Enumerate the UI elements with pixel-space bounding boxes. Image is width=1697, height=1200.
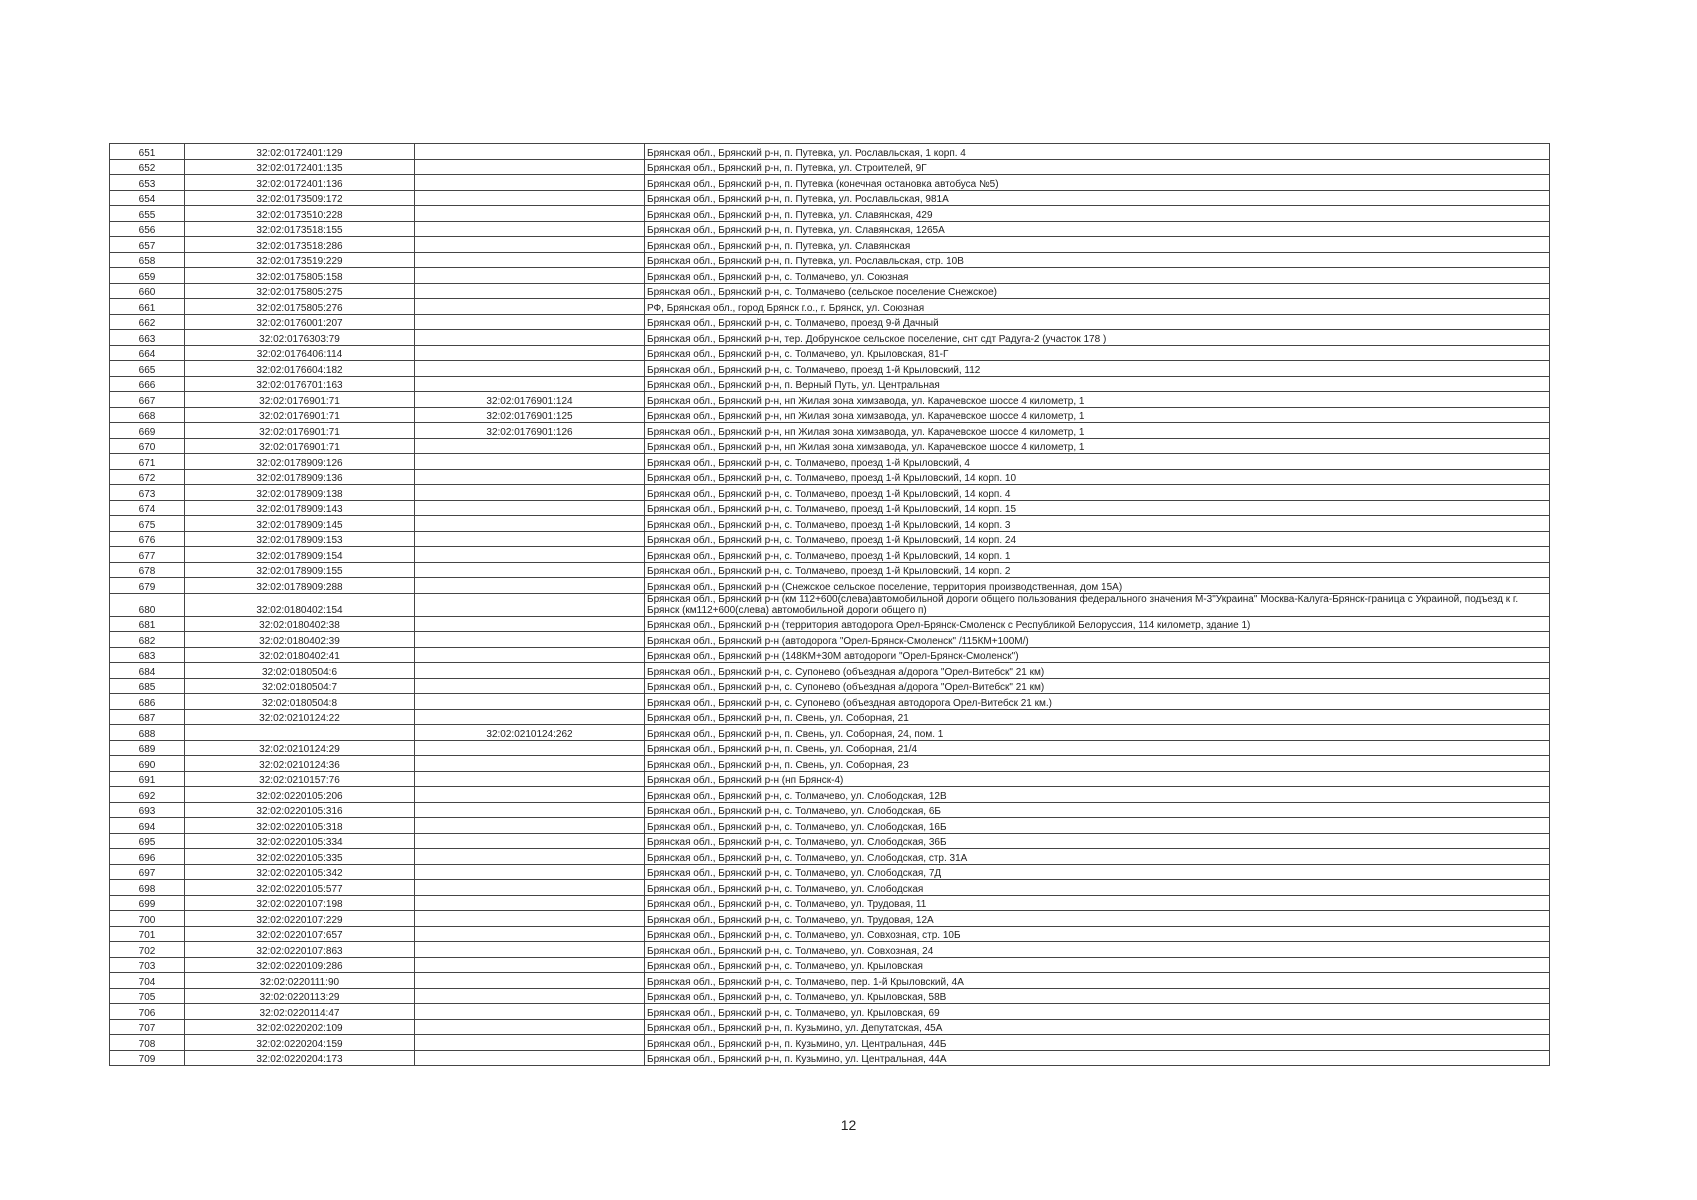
table-row [110, 330, 1550, 346]
address-cell: Брянская обл., Брянский р-н, с. Толмачево, проезд 1-й Крыловский, 14 корп. 24 [645, 531, 1550, 547]
land-cadastral-number-cell: 32:02:0180402:38 [185, 616, 415, 632]
row-number-cell: 692 [110, 787, 185, 803]
row-number-cell: 693 [110, 802, 185, 818]
row-number-cell: 668 [110, 407, 185, 423]
object-cadastral-number-cell [415, 190, 645, 206]
land-cadastral-number-cell: 32:02:0220107:657 [185, 926, 415, 942]
object-cadastral-number-cell [415, 283, 645, 299]
land-cadastral-number-cell: 32:02:0178909:126 [185, 454, 415, 470]
row-number-cell: 689 [110, 740, 185, 756]
row-number-cell: 659 [110, 268, 185, 284]
address-cell: Брянская обл., Брянский р-н, с. Толмачево, проезд 1-й Крыловский, 14 корп. 15 [645, 500, 1550, 516]
table-row [110, 159, 1550, 175]
land-cadastral-number-cell: 32:02:0178909:154 [185, 547, 415, 563]
table-row [110, 911, 1550, 927]
land-cadastral-number-cell: 32:02:0175805:158 [185, 268, 415, 284]
address-cell: Брянская обл., Брянский р-н, нп Жилая зона химзавода, ул. Карачевское шоссе 4 километр, 1 [645, 392, 1550, 408]
object-cadastral-number-cell [415, 159, 645, 175]
address-cell: Брянская обл., Брянский р-н, п. Кузьмино, ул. Центральная, 44Б [645, 1035, 1550, 1051]
land-cadastral-number-cell: 32:02:0176001:207 [185, 314, 415, 330]
object-cadastral-number-cell [415, 268, 645, 284]
land-cadastral-number-cell: 32:02:0176901:71 [185, 423, 415, 439]
row-number-cell: 704 [110, 973, 185, 989]
object-cadastral-number-cell [415, 864, 645, 880]
table-row [110, 663, 1550, 679]
object-cadastral-number-cell [415, 973, 645, 989]
row-number-cell: 702 [110, 942, 185, 958]
address-cell: Брянская обл., Брянский р-н, п. Верный Путь, ул. Центральная [645, 376, 1550, 392]
row-number-cell: 657 [110, 237, 185, 253]
address-cell: Брянская обл., Брянский р-н, с. Толмачево, ул. Слободская, 16Б [645, 818, 1550, 834]
table-row [110, 1019, 1550, 1035]
address-cell: Брянская обл., Брянский р-н, с. Толмачево, ул. Крыловская, 58В [645, 988, 1550, 1004]
table-row [110, 593, 1550, 616]
object-cadastral-number-cell [415, 926, 645, 942]
page-number: 12 [840, 1117, 857, 1133]
object-cadastral-number-cell: 32:02:0176901:125 [415, 407, 645, 423]
row-number-cell: 695 [110, 833, 185, 849]
table-row [110, 516, 1550, 532]
object-cadastral-number-cell [415, 1019, 645, 1035]
row-number-cell: 670 [110, 438, 185, 454]
address-cell: Брянская обл., Брянский р-н, п. Путевка, ул. Рославльская, 981А [645, 190, 1550, 206]
object-cadastral-number-cell [415, 942, 645, 958]
land-cadastral-number-cell: 32:02:0220105:318 [185, 818, 415, 834]
table-row [110, 578, 1550, 594]
land-cadastral-number-cell: 32:02:0176406:114 [185, 345, 415, 361]
object-cadastral-number-cell [415, 1004, 645, 1020]
land-cadastral-number-cell: 32:02:0173518:286 [185, 237, 415, 253]
land-cadastral-number-cell: 32:02:0176303:79 [185, 330, 415, 346]
object-cadastral-number-cell [415, 237, 645, 253]
object-cadastral-number-cell [415, 547, 645, 563]
land-cadastral-number-cell: 32:02:0172401:136 [185, 175, 415, 191]
object-cadastral-number-cell [415, 756, 645, 772]
address-cell: Брянская обл., Брянский р-н, с. Толмачево, проезд 1-й Крыловский, 112 [645, 361, 1550, 377]
object-cadastral-number-cell [415, 144, 645, 160]
row-number-cell: 691 [110, 771, 185, 787]
object-cadastral-number-cell [415, 880, 645, 896]
land-cadastral-number-cell: 32:02:0180504:6 [185, 663, 415, 679]
row-number-cell: 677 [110, 547, 185, 563]
object-cadastral-number-cell [415, 330, 645, 346]
address-cell: Брянская обл., Брянский р-н, с. Толмачево, ул. Слободская, 36Б [645, 833, 1550, 849]
address-cell: Брянская обл., Брянский р-н, с. Толмачево, ул. Крыловская, 81-Г [645, 345, 1550, 361]
land-cadastral-number-cell: 32:02:0220109:286 [185, 957, 415, 973]
table-row [110, 345, 1550, 361]
address-cell: Брянская обл., Брянский р-н, с. Толмачево, проезд 1-й Крыловский, 14 корп. 1 [645, 547, 1550, 563]
table-row [110, 283, 1550, 299]
row-number-cell: 681 [110, 616, 185, 632]
row-number-cell: 685 [110, 678, 185, 694]
table-row [110, 957, 1550, 973]
row-number-cell: 665 [110, 361, 185, 377]
table-row [110, 299, 1550, 315]
address-cell: Брянская обл., Брянский р-н, нп Жилая зона химзавода, ул. Карачевское шоссе 4 километр, 1 [645, 438, 1550, 454]
land-cadastral-number-cell: 32:02:0210124:22 [185, 709, 415, 725]
object-cadastral-number-cell [415, 678, 645, 694]
land-cadastral-number-cell: 32:02:0178909:143 [185, 500, 415, 516]
table-row [110, 709, 1550, 725]
row-number-cell: 683 [110, 647, 185, 663]
address-cell: Брянская обл., Брянский р-н, с. Толмачево, ул. Слободская, стр. 31А [645, 849, 1550, 865]
address-cell: Брянская обл., Брянский р-н, с. Толмачево, проезд 1-й Крыловский, 14 корп. 4 [645, 485, 1550, 501]
row-number-cell: 651 [110, 144, 185, 160]
land-cadastral-number-cell: 32:02:0180402:41 [185, 647, 415, 663]
land-cadastral-number-cell: 32:02:0178909:138 [185, 485, 415, 501]
address-cell: Брянская обл., Брянский р-н, нп Жилая зона химзавода, ул. Карачевское шоссе 4 километр, 1 [645, 423, 1550, 439]
row-number-cell: 672 [110, 469, 185, 485]
table-row [110, 787, 1550, 803]
land-cadastral-number-cell: 32:02:0173509:172 [185, 190, 415, 206]
table-row [110, 237, 1550, 253]
row-number-cell: 679 [110, 578, 185, 594]
address-cell: Брянская обл., Брянский р-н, тер. Добрунское сельское поселение, снт сдт Радуга-2 (участок 178 ) [645, 330, 1550, 346]
row-number-cell: 694 [110, 818, 185, 834]
land-cadastral-number-cell: 32:02:0220107:198 [185, 895, 415, 911]
table-row [110, 756, 1550, 772]
object-cadastral-number-cell [415, 485, 645, 501]
land-cadastral-number-cell: 32:02:0178909:288 [185, 578, 415, 594]
land-cadastral-number-cell: 32:02:0220105:316 [185, 802, 415, 818]
address-cell: Брянская обл., Брянский р-н, с. Толмачево, ул. Трудовая, 11 [645, 895, 1550, 911]
land-cadastral-number-cell [185, 725, 415, 741]
table-body [110, 144, 1550, 1066]
table-row [110, 314, 1550, 330]
land-cadastral-number-cell: 32:02:0220114:47 [185, 1004, 415, 1020]
address-cell: РФ, Брянская обл., город Брянск г.о., г. Брянск, ул. Союзная [645, 299, 1550, 315]
table-row [110, 423, 1550, 439]
object-cadastral-number-cell [415, 740, 645, 756]
land-cadastral-number-cell: 32:02:0176901:71 [185, 392, 415, 408]
object-cadastral-number-cell [415, 438, 645, 454]
address-cell: Брянская обл., Брянский р-н, п. Кузьмино, ул. Центральная, 44А [645, 1050, 1550, 1066]
row-number-cell: 680 [110, 593, 185, 616]
row-number-cell: 671 [110, 454, 185, 470]
row-number-cell: 707 [110, 1019, 185, 1035]
table-row [110, 500, 1550, 516]
address-cell: Брянская обл., Брянский р-н, с. Толмачево, ул. Союзная [645, 268, 1550, 284]
address-cell: Брянская обл., Брянский р-н, п. Свень, ул. Соборная, 21 [645, 709, 1550, 725]
land-cadastral-number-cell: 32:02:0220105:577 [185, 880, 415, 896]
table-row [110, 175, 1550, 191]
land-cadastral-number-cell: 32:02:0176901:71 [185, 438, 415, 454]
object-cadastral-number-cell [415, 911, 645, 927]
address-cell: Брянская обл., Брянский р-н, нп Жилая зона химзавода, ул. Карачевское шоссе 4 километр, 1 [645, 407, 1550, 423]
object-cadastral-number-cell [415, 988, 645, 1004]
land-cadastral-number-cell: 32:02:0220107:863 [185, 942, 415, 958]
table-row [110, 485, 1550, 501]
land-cadastral-number-cell: 32:02:0180504:8 [185, 694, 415, 710]
land-cadastral-number-cell: 32:02:0180402:154 [185, 593, 415, 616]
object-cadastral-number-cell [415, 376, 645, 392]
address-cell: Брянская обл., Брянский р-н, п. Путевка, ул. Славянская, 429 [645, 206, 1550, 222]
table-row [110, 252, 1550, 268]
table-row [110, 1050, 1550, 1066]
address-cell: Брянская обл., Брянский р-н, с. Толмачево, проезд 1-й Крыловский, 4 [645, 454, 1550, 470]
row-number-cell: 676 [110, 531, 185, 547]
object-cadastral-number-cell [415, 562, 645, 578]
table-row [110, 438, 1550, 454]
row-number-cell: 687 [110, 709, 185, 725]
address-cell: Брянская обл., Брянский р-н, с. Толмачево, ул. Трудовая, 12А [645, 911, 1550, 927]
object-cadastral-number-cell [415, 593, 645, 616]
object-cadastral-number-cell [415, 345, 645, 361]
table-row [110, 616, 1550, 632]
land-cadastral-number-cell: 32:02:0172401:129 [185, 144, 415, 160]
row-number-cell: 663 [110, 330, 185, 346]
object-cadastral-number-cell [415, 1035, 645, 1051]
row-number-cell: 699 [110, 895, 185, 911]
land-cadastral-number-cell: 32:02:0210157:76 [185, 771, 415, 787]
row-number-cell: 701 [110, 926, 185, 942]
row-number-cell: 697 [110, 864, 185, 880]
address-cell: Брянская обл., Брянский р-н (нп Брянск-4) [645, 771, 1550, 787]
table-row [110, 144, 1550, 160]
land-cadastral-number-cell: 32:02:0220113:29 [185, 988, 415, 1004]
address-cell: Брянская обл., Брянский р-н, с. Супонево (объездная автодорога Орел-Витебск 21 км.) [645, 694, 1550, 710]
address-cell: Брянская обл., Брянский р-н, п. Свень, ул. Соборная, 23 [645, 756, 1550, 772]
land-cadastral-number-cell: 32:02:0220204:159 [185, 1035, 415, 1051]
object-cadastral-number-cell [415, 818, 645, 834]
row-number-cell: 652 [110, 159, 185, 175]
object-cadastral-number-cell [415, 1050, 645, 1066]
row-number-cell: 669 [110, 423, 185, 439]
table-row [110, 818, 1550, 834]
land-cadastral-number-cell: 32:02:0220107:229 [185, 911, 415, 927]
table-row [110, 469, 1550, 485]
object-cadastral-number-cell [415, 647, 645, 663]
table-row [110, 376, 1550, 392]
land-cadastral-number-cell: 32:02:0220105:334 [185, 833, 415, 849]
row-number-cell: 700 [110, 911, 185, 927]
row-number-cell: 703 [110, 957, 185, 973]
row-number-cell: 705 [110, 988, 185, 1004]
table-row [110, 190, 1550, 206]
table-row [110, 895, 1550, 911]
object-cadastral-number-cell [415, 616, 645, 632]
land-cadastral-number-cell: 32:02:0176901:71 [185, 407, 415, 423]
row-number-cell: 675 [110, 516, 185, 532]
object-cadastral-number-cell: 32:02:0210124:262 [415, 725, 645, 741]
address-cell: Брянская обл., Брянский р-н, с. Толмачево, ул. Слободская [645, 880, 1550, 896]
address-cell: Брянская обл., Брянский р-н (Снежское сельское поселение, территория производственная, дом 15А) [645, 578, 1550, 594]
table-row [110, 942, 1550, 958]
table-row [110, 988, 1550, 1004]
table-row [110, 771, 1550, 787]
object-cadastral-number-cell [415, 632, 645, 648]
object-cadastral-number-cell [415, 500, 645, 516]
table-row [110, 392, 1550, 408]
object-cadastral-number-cell [415, 709, 645, 725]
row-number-cell: 664 [110, 345, 185, 361]
address-cell: Брянская обл., Брянский р-н, с. Толмачево, проезд 1-й Крыловский, 14 корп. 2 [645, 562, 1550, 578]
land-cadastral-number-cell: 32:02:0220111:90 [185, 973, 415, 989]
object-cadastral-number-cell [415, 221, 645, 237]
address-cell: Брянская обл., Брянский р-н, п. Путевка, ул. Славянская [645, 237, 1550, 253]
table-row [110, 547, 1550, 563]
object-cadastral-number-cell [415, 849, 645, 865]
object-cadastral-number-cell [415, 771, 645, 787]
address-cell: Брянская обл., Брянский р-н, п. Кузьмино, ул. Депутатская, 45А [645, 1019, 1550, 1035]
row-number-cell: 706 [110, 1004, 185, 1020]
row-number-cell: 674 [110, 500, 185, 516]
object-cadastral-number-cell [415, 663, 645, 679]
land-cadastral-number-cell: 32:02:0176604:182 [185, 361, 415, 377]
land-cadastral-number-cell: 32:02:0172401:135 [185, 159, 415, 175]
cadastral-table [109, 143, 1550, 1066]
table-row [110, 531, 1550, 547]
object-cadastral-number-cell [415, 531, 645, 547]
land-cadastral-number-cell: 32:02:0173518:155 [185, 221, 415, 237]
address-cell: Брянская обл., Брянский р-н, п. Свень, ул. Соборная, 24, пом. 1 [645, 725, 1550, 741]
table-row [110, 678, 1550, 694]
table-row [110, 407, 1550, 423]
land-cadastral-number-cell: 32:02:0220105:335 [185, 849, 415, 865]
address-cell: Брянская обл., Брянский р-н, с. Толмачево, проезд 9-й Дачный [645, 314, 1550, 330]
table-row [110, 454, 1550, 470]
row-number-cell: 658 [110, 252, 185, 268]
table-row [110, 268, 1550, 284]
object-cadastral-number-cell [415, 175, 645, 191]
table-row [110, 880, 1550, 896]
address-cell: Брянская обл., Брянский р-н, с. Толмачево, ул. Крыловская [645, 957, 1550, 973]
address-cell: Брянская обл., Брянский р-н, п. Путевка, ул. Рославльская, 1 корп. 4 [645, 144, 1550, 160]
table-row [110, 849, 1550, 865]
object-cadastral-number-cell [415, 833, 645, 849]
table-row [110, 632, 1550, 648]
land-cadastral-number-cell: 32:02:0173519:229 [185, 252, 415, 268]
land-cadastral-number-cell: 32:02:0220204:173 [185, 1050, 415, 1066]
row-number-cell: 660 [110, 283, 185, 299]
object-cadastral-number-cell: 32:02:0176901:126 [415, 423, 645, 439]
object-cadastral-number-cell [415, 895, 645, 911]
land-cadastral-number-cell: 32:02:0220105:206 [185, 787, 415, 803]
object-cadastral-number-cell [415, 516, 645, 532]
land-cadastral-number-cell: 32:02:0220202:109 [185, 1019, 415, 1035]
object-cadastral-number-cell [415, 206, 645, 222]
object-cadastral-number-cell [415, 787, 645, 803]
address-cell: Брянская обл., Брянский р-н, с. Супонево (объездная а/дорога "Орел-Витебск" 21 км) [645, 678, 1550, 694]
table-row [110, 725, 1550, 741]
object-cadastral-number-cell [415, 469, 645, 485]
table-row [110, 694, 1550, 710]
land-cadastral-number-cell: 32:02:0178909:153 [185, 531, 415, 547]
address-cell: Брянская обл., Брянский р-н, с. Толмачево, ул. Слободская, 6Б [645, 802, 1550, 818]
object-cadastral-number-cell [415, 361, 645, 377]
land-cadastral-number-cell: 32:02:0180504:7 [185, 678, 415, 694]
table-row [110, 562, 1550, 578]
land-cadastral-number-cell: 32:02:0178909:145 [185, 516, 415, 532]
row-number-cell: 684 [110, 663, 185, 679]
object-cadastral-number-cell [415, 454, 645, 470]
row-number-cell: 690 [110, 756, 185, 772]
row-number-cell: 673 [110, 485, 185, 501]
land-cadastral-number-cell: 32:02:0178909:136 [185, 469, 415, 485]
table-row [110, 1004, 1550, 1020]
table-row [110, 833, 1550, 849]
address-cell: Брянская обл., Брянский р-н, с. Толмачево, ул. Совхозная, стр. 10Б [645, 926, 1550, 942]
object-cadastral-number-cell [415, 694, 645, 710]
row-number-cell: 667 [110, 392, 185, 408]
land-cadastral-number-cell: 32:02:0173510:228 [185, 206, 415, 222]
object-cadastral-number-cell [415, 314, 645, 330]
land-cadastral-number-cell: 32:02:0178909:155 [185, 562, 415, 578]
address-cell: Брянская обл., Брянский р-н (км 112+600(слева)автомобильной дороги общего пользования федерального значения М-3"Украина" Москва-Калуга-Брянск-граница с Украиной, подъезд к г. Брянск (км112+600(слева) автомобильной дороги общего п) [645, 593, 1550, 616]
address-cell: Брянская обл., Брянский р-н, с. Толмачево, пер. 1-й Крыловский, 4А [645, 973, 1550, 989]
row-number-cell: 654 [110, 190, 185, 206]
land-cadastral-number-cell: 32:02:0180402:39 [185, 632, 415, 648]
object-cadastral-number-cell [415, 252, 645, 268]
row-number-cell: 696 [110, 849, 185, 865]
address-cell: Брянская обл., Брянский р-н, с. Супонево (объездная а/дорога "Орел-Витебск" 21 км) [645, 663, 1550, 679]
land-cadastral-number-cell: 32:02:0210124:36 [185, 756, 415, 772]
object-cadastral-number-cell [415, 578, 645, 594]
land-cadastral-number-cell: 32:02:0175805:275 [185, 283, 415, 299]
row-number-cell: 656 [110, 221, 185, 237]
row-number-cell: 662 [110, 314, 185, 330]
address-cell: Брянская обл., Брянский р-н, с. Толмачево, ул. Крыловская, 69 [645, 1004, 1550, 1020]
table-row [110, 926, 1550, 942]
row-number-cell: 655 [110, 206, 185, 222]
object-cadastral-number-cell [415, 957, 645, 973]
address-cell: Брянская обл., Брянский р-н, с. Толмачево (сельское поселение Снежское) [645, 283, 1550, 299]
address-cell: Брянская обл., Брянский р-н (автодорога "Орел-Брянск-Смоленск" /115КМ+100М/) [645, 632, 1550, 648]
row-number-cell: 678 [110, 562, 185, 578]
address-cell: Брянская обл., Брянский р-н, п. Свень, ул. Соборная, 21/4 [645, 740, 1550, 756]
address-cell: Брянская обл., Брянский р-н (территория автодорога Орел-Брянск-Смоленск с Республикой Белоруссия, 114 километр, здание 1) [645, 616, 1550, 632]
address-cell: Брянская обл., Брянский р-н (148КМ+30М автодороги "Орел-Брянск-Смоленск") [645, 647, 1550, 663]
object-cadastral-number-cell [415, 802, 645, 818]
address-cell: Брянская обл., Брянский р-н, с. Толмачево, ул. Слободская, 12В [645, 787, 1550, 803]
address-cell: Брянская обл., Брянский р-н, с. Толмачево, проезд 1-й Крыловский, 14 корп. 10 [645, 469, 1550, 485]
table-row [110, 973, 1550, 989]
table-row [110, 802, 1550, 818]
row-number-cell: 653 [110, 175, 185, 191]
land-cadastral-number-cell: 32:02:0210124:29 [185, 740, 415, 756]
row-number-cell: 698 [110, 880, 185, 896]
table-row [110, 647, 1550, 663]
table-row [110, 361, 1550, 377]
table-row [110, 1035, 1550, 1051]
table-row [110, 206, 1550, 222]
table-row [110, 864, 1550, 880]
row-number-cell: 686 [110, 694, 185, 710]
address-cell: Брянская обл., Брянский р-н, с. Толмачево, ул. Совхозная, 24 [645, 942, 1550, 958]
row-number-cell: 708 [110, 1035, 185, 1051]
land-cadastral-number-cell: 32:02:0176701:163 [185, 376, 415, 392]
row-number-cell: 682 [110, 632, 185, 648]
object-cadastral-number-cell: 32:02:0176901:124 [415, 392, 645, 408]
land-cadastral-number-cell: 32:02:0220105:342 [185, 864, 415, 880]
address-cell: Брянская обл., Брянский р-н, п. Путевка, ул. Рославльская, стр. 10В [645, 252, 1550, 268]
table-row [110, 740, 1550, 756]
land-cadastral-number-cell: 32:02:0175805:276 [185, 299, 415, 315]
object-cadastral-number-cell [415, 299, 645, 315]
address-cell: Брянская обл., Брянский р-н, п. Путевка (конечная остановка автобуса №5) [645, 175, 1550, 191]
row-number-cell: 666 [110, 376, 185, 392]
address-cell: Брянская обл., Брянский р-н, п. Путевка, ул. Славянская, 1265А [645, 221, 1550, 237]
row-number-cell: 688 [110, 725, 185, 741]
address-cell: Брянская обл., Брянский р-н, с. Толмачево, проезд 1-й Крыловский, 14 корп. 3 [645, 516, 1550, 532]
row-number-cell: 661 [110, 299, 185, 315]
row-number-cell: 709 [110, 1050, 185, 1066]
table-row [110, 221, 1550, 237]
address-cell: Брянская обл., Брянский р-н, с. Толмачево, ул. Слободская, 7Д [645, 864, 1550, 880]
address-cell: Брянская обл., Брянский р-н, п. Путевка, ул. Строителей, 9Г [645, 159, 1550, 175]
